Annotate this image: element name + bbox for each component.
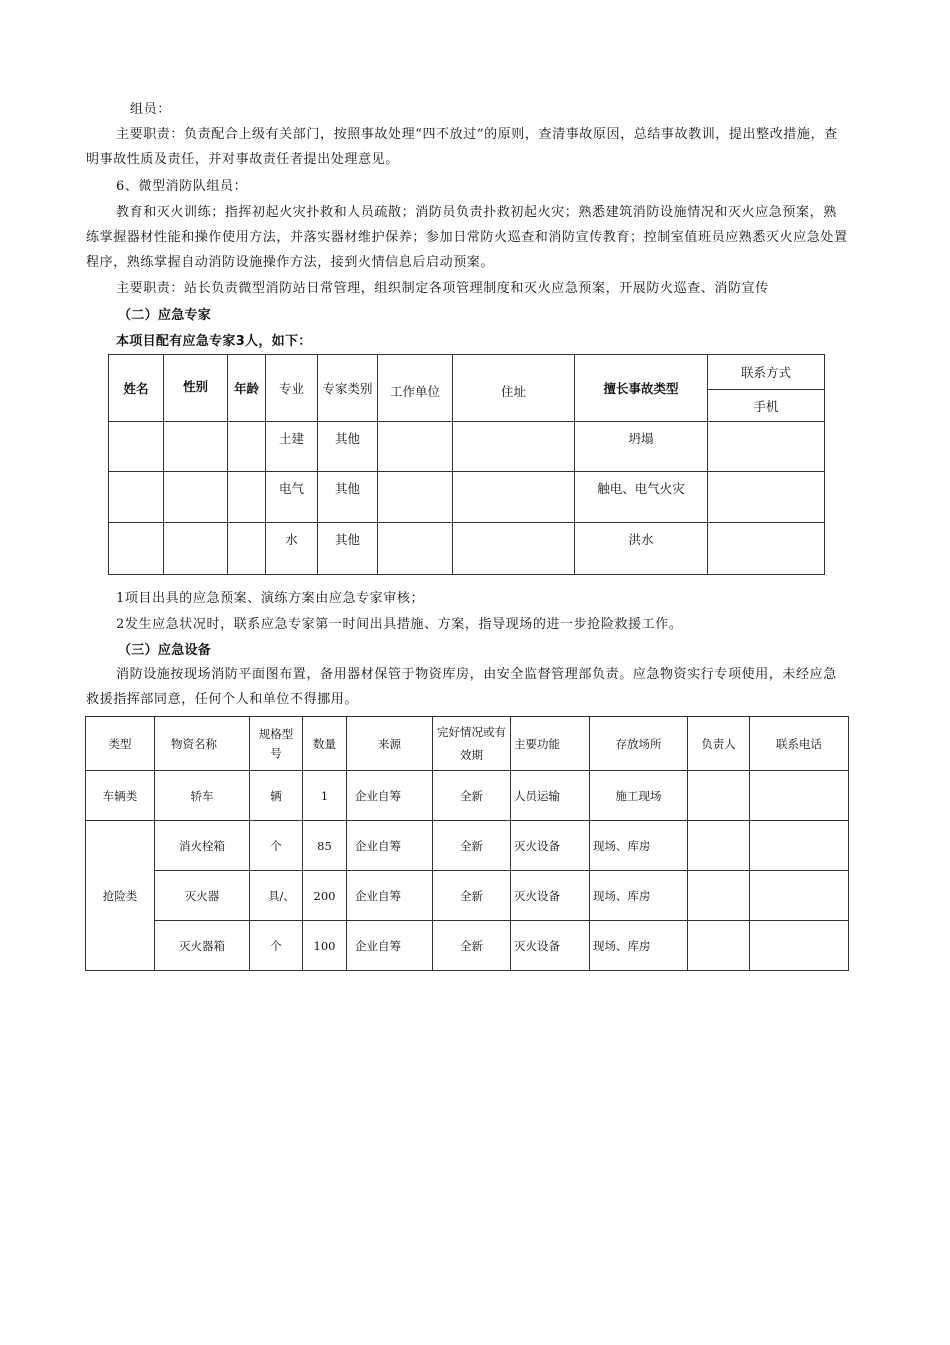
table-row [86, 871, 849, 921]
experts-table [108, 354, 825, 575]
cell-group: 车辆类 [86, 771, 155, 821]
equipment-table [85, 716, 849, 971]
header-category: 专家类别 [318, 355, 378, 422]
equipment-intro: 消防设施按现场消防平面图布置，备用器材保管于物资库房，由安全监督管理部负责。应急物资实行专项使用，未经应急救援指挥部同意，任何个人和单位不得挪用。 [86, 667, 837, 707]
cell-condition: 全新 [433, 871, 511, 921]
cell-category: 其他 [318, 523, 378, 575]
header-name: 姓名 [109, 355, 164, 422]
header-item-name: 物资名称 [155, 717, 250, 771]
header-major: 专业 [266, 355, 318, 422]
cell-spec: 个 [250, 821, 303, 871]
cell-specialty: 洪水 [575, 523, 708, 575]
cell-spec: 个 [250, 921, 303, 971]
cell-location: 现场、库房 [590, 921, 688, 971]
paragraph-training: 教育和灭火训练；指挥初起火灾扑救和人员疏散；消防员负责扑救初起火灾；熟悉建筑消防设施情况和灭火应急预案，熟练掌握器材性能和操作使用方法，并落实器材维护保养；参加日常防火巡查和消防宣传教育；控制室值班员应熟悉灭火应急处置程序，熟练掌握自动消防设施操作方法，接到火情信息后启动预案。 [86, 205, 848, 270]
table-row [109, 523, 825, 575]
cell-qty: 85 [303, 821, 347, 871]
table-row [109, 472, 825, 523]
header-specialty: 擅长事故类型 [575, 355, 708, 422]
cell-item-name: 轿车 [155, 771, 250, 821]
section-heading-experts: （二）应急专家 [118, 308, 212, 323]
header-unit: 工作单位 [378, 355, 453, 422]
section-heading-equipment: （三）应急设备 [118, 643, 212, 658]
cell-item-name: 消火栓箱 [155, 821, 250, 871]
cell-major: 水 [266, 523, 318, 575]
table-row [86, 771, 849, 821]
experts-note-1: 1项目出具的应急预案、演练方案由应急专家审核； [116, 591, 425, 606]
header-phone: 手机 [708, 390, 825, 422]
header-function: 主要功能 [511, 717, 590, 771]
header-source: 来源 [347, 717, 433, 771]
cell-source: 企业自筹 [347, 871, 433, 921]
cell-spec: 辆 [250, 771, 303, 821]
header-spec: 规格型号 [250, 717, 303, 771]
header-contact: 联系方式 [708, 355, 825, 390]
cell-function: 灭火设备 [511, 871, 590, 921]
cell-specialty: 触电、电气火灾 [575, 472, 708, 523]
cell-item-name: 灭火器箱 [155, 921, 250, 971]
cell-source: 企业自筹 [347, 921, 433, 971]
table-row [86, 821, 849, 871]
cell-major: 土建 [266, 422, 318, 472]
paragraph-duties-2: 主要职责：站长负责微型消防站日常管理，组织制定各项管理制度和灭火应急预案，开展防火巡查、消防宣传 [116, 281, 769, 296]
experts-intro: 本项目配有应急专家3人，如下： [116, 334, 312, 349]
cell-spec: 具/、 [250, 871, 303, 921]
cell-group: 抢险类 [86, 821, 155, 971]
header-gender: 性别 [164, 355, 228, 422]
header-tel: 联系电话 [750, 717, 849, 771]
header-person: 负责人 [688, 717, 750, 771]
header-qty: 数量 [303, 717, 347, 771]
cell-qty: 1 [303, 771, 347, 821]
header-type: 类型 [86, 717, 155, 771]
cell-condition: 全新 [433, 921, 511, 971]
paragraph-members: 组员： [130, 102, 171, 117]
table-row [86, 921, 849, 971]
paragraph-duties-1: 主要职责：负责配合上级有关部门，按照事故处理“四不放过”的原则，查清事故原因，总结事故教训，提出整改措施，查明事故性质及责任，并对事故责任者提出处理意见。 [86, 127, 838, 167]
cell-location: 现场、库房 [590, 821, 688, 871]
cell-category: 其他 [318, 472, 378, 523]
cell-condition: 全新 [433, 771, 511, 821]
cell-source: 企业自筹 [347, 771, 433, 821]
cell-category: 其他 [318, 422, 378, 472]
cell-source: 企业自筹 [347, 821, 433, 871]
cell-qty: 100 [303, 921, 347, 971]
header-address: 住址 [453, 355, 575, 422]
cell-item-name: 灭火器 [155, 871, 250, 921]
cell-function: 灭火设备 [511, 921, 590, 971]
header-condition: 完好情况或有效期 [433, 717, 511, 771]
cell-function: 灭火设备 [511, 821, 590, 871]
cell-specialty: 坍塌 [575, 422, 708, 472]
cell-major: 电气 [266, 472, 318, 523]
paragraph-fire-team: 6、微型消防队组员： [116, 179, 248, 194]
cell-condition: 全新 [433, 821, 511, 871]
header-location: 存放场所 [590, 717, 688, 771]
header-age: 年龄 [228, 355, 266, 422]
cell-function: 人员运输 [511, 771, 590, 821]
cell-location: 现场、库房 [590, 871, 688, 921]
cell-location: 施工现场 [590, 771, 688, 821]
experts-note-2: 2发生应急状况时，联系应急专家第一时间出具措施、方案，指导现场的进一步抢险救援工作。 [116, 617, 683, 632]
cell-qty: 200 [303, 871, 347, 921]
table-row [109, 422, 825, 472]
